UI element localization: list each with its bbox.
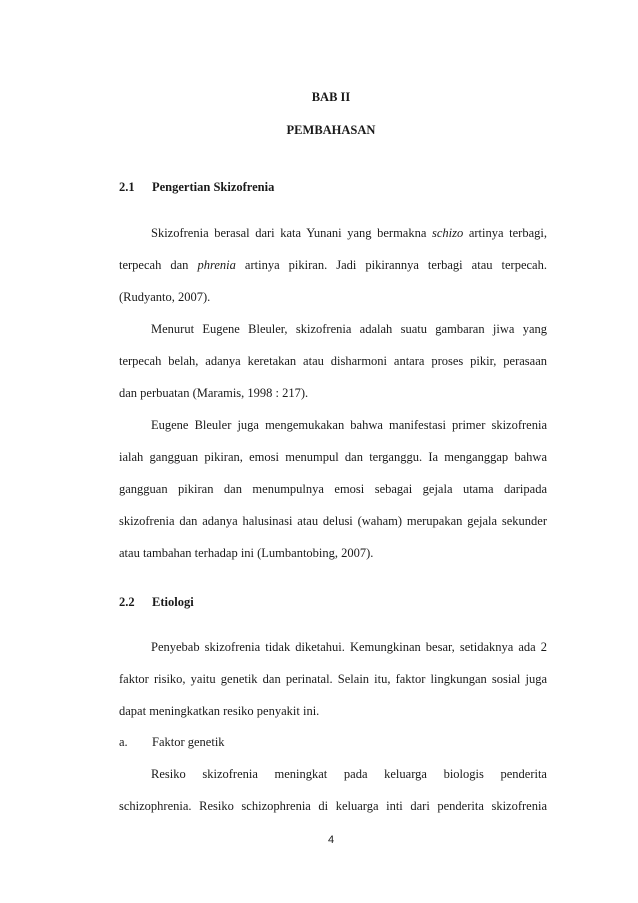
paragraph-line: gangguan pikiran dan menumpulnya emosi sebagai gejala utama daripada: [119, 482, 547, 496]
list-marker: a.: [119, 735, 128, 749]
text-run: artinya terbagi,: [463, 226, 547, 240]
paragraph-line: ialah gangguan pikiran, emosi menumpul dan terganggu. Ia menganggap bahwa: [119, 450, 547, 464]
paragraph-line: terpecah belah, adanya keretakan atau disharmoni antara proses pikir, perasaan: [119, 354, 547, 368]
paragraph-line: faktor risiko, yaitu genetik dan perinatal. Selain itu, faktor lingkungan sosial juga: [119, 672, 547, 686]
paragraph-line: Resiko skizofrenia meningkat pada keluarga biologis penderita: [151, 767, 547, 781]
list-item-label: Faktor genetik: [152, 735, 225, 749]
paragraph-line: (Rudyanto, 2007).: [119, 290, 211, 304]
text-run: Skizofrenia berasal dari kata Yunani yang bermakna: [151, 226, 432, 240]
paragraph-line: [119, 258, 547, 273]
paragraph-line: dapat meningkatkan resiko penyakit ini.: [119, 704, 320, 718]
paragraph-line: skizofrenia dan adanya halusinasi atau delusi (waham) merupakan gejala sekunder: [119, 514, 547, 528]
paragraph-line: Eugene Bleuler juga mengemukakan bahwa manifestasi primer skizofrenia: [151, 418, 547, 432]
section-heading-2-1: [119, 180, 274, 195]
italic-term: phrenia: [197, 258, 236, 272]
section-title: Etiologi: [152, 595, 194, 609]
section-title: Pengertian Skizofrenia: [152, 180, 275, 194]
paragraph-line: Menurut Eugene Bleuler, skizofrenia adalah suatu gambaran jiwa yang: [151, 322, 547, 336]
section-heading-2-2: [119, 595, 194, 610]
paragraph-line: Penyebab skizofrenia tidak diketahui. Kemungkinan besar, setidaknya ada 2: [151, 640, 547, 654]
paragraph-line: schizophrenia. Resiko schizophrenia di keluarga inti dari penderita skizofrenia: [119, 799, 547, 813]
italic-term: schizo: [432, 226, 464, 240]
paragraph-line: dan perbuatan (Maramis, 1998 : 217).: [119, 386, 309, 400]
chapter-title: PEMBAHASAN: [286, 123, 376, 137]
text-run: artinya pikiran. Jadi pikirannya terbagi atau terpecah.: [235, 258, 547, 272]
list-item: [119, 735, 225, 750]
section-number: 2.1: [119, 180, 135, 194]
text-run: terpecah dan: [119, 258, 198, 272]
paragraph-line: atau tambahan terhadap ini (Lumbantobing, 2007).: [119, 546, 374, 560]
page-number: 4: [327, 834, 335, 846]
chapter-label: BAB II: [311, 90, 351, 104]
section-number: 2.2: [119, 595, 135, 609]
paragraph-line: [151, 226, 547, 241]
